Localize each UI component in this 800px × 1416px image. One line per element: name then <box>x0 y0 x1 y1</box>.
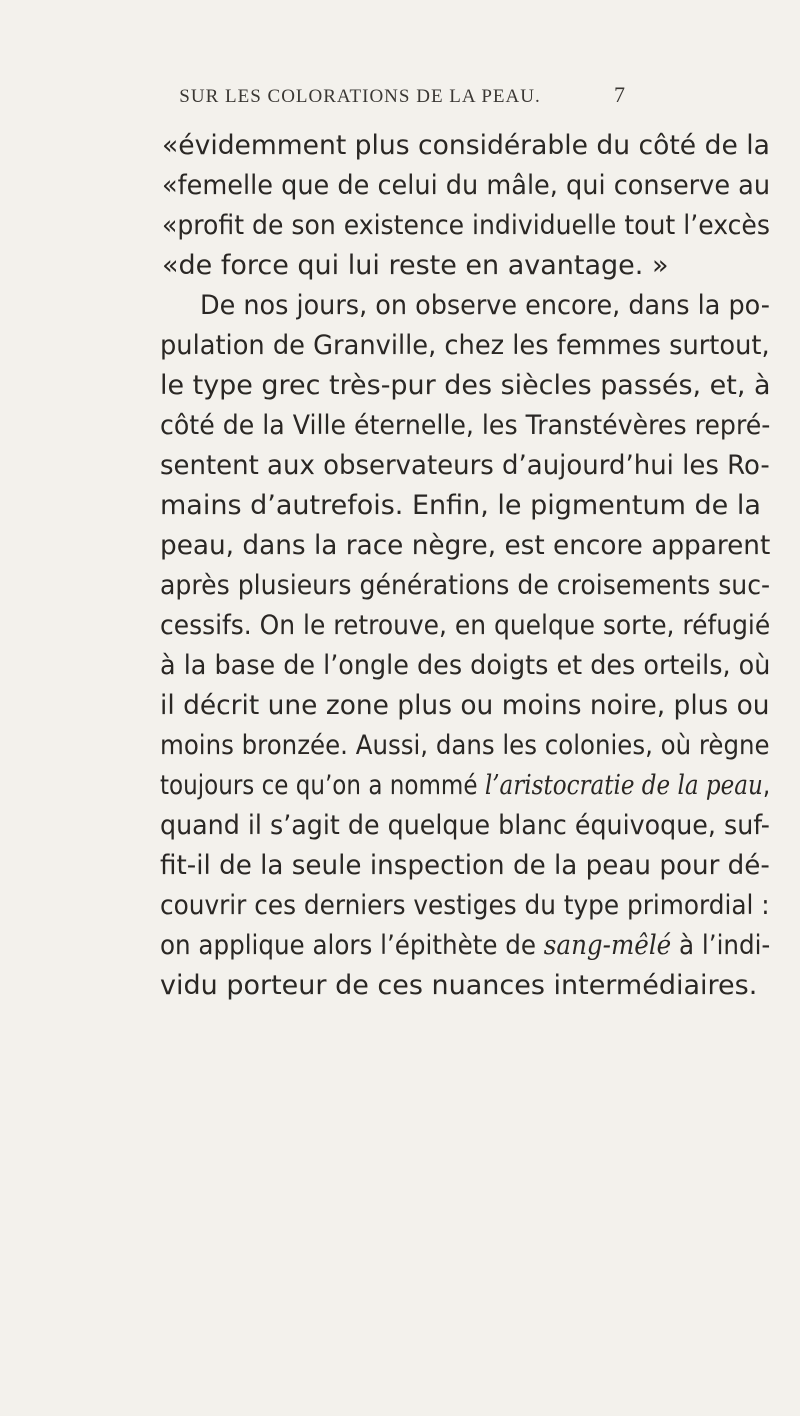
text-line <box>160 766 770 806</box>
text-line: couvrir ces derniers vestiges du type primordial : <box>160 890 770 921</box>
italic-term: l’aristocratie de la peau <box>484 770 763 801</box>
text-line: moins bronzée. Aussi, dans les colonies, où règne <box>160 730 770 761</box>
text-line: fit-il de la seule inspection de la peau pour dé- <box>160 850 770 881</box>
text-segment: on applique alors l’épithète de <box>160 930 544 961</box>
text-line: il décrit une zone plus ou moins noire, plus ou <box>160 690 770 721</box>
text-segment: à l’indi- <box>671 930 771 961</box>
text-line: mains d’autrefois. Enfin, le pigmentum de la <box>160 490 761 521</box>
text-line: à la base de l’ongle des doigts et des orteils, où <box>160 650 771 681</box>
italic-term: sang-mêlé <box>543 930 672 961</box>
text-line: sentent aux observateurs d’aujourd’hui les Ro- <box>160 450 770 481</box>
text-line: De nos jours, on observe encore, dans la po- <box>200 290 770 321</box>
text-line: quand il s’agit de quelque blanc équivoque, suf- <box>160 810 770 841</box>
text-line: «profit de son existence individuelle tout l’excès <box>162 210 770 241</box>
text-line: «évidemment plus considérable du côté de la <box>162 130 770 161</box>
text-line: «femelle que de celui du mâle, qui conserve au <box>162 170 771 201</box>
text-segment: , <box>762 770 771 801</box>
text-line: après plusieurs générations de croisements suc- <box>160 570 771 601</box>
text-line: pulation de Granville, chez les femmes surtout, <box>160 330 770 361</box>
text-line <box>160 926 770 966</box>
text-segment: toujours ce qu’on a nommé <box>160 770 485 801</box>
text-line: cessifs. On le retrouve, en quelque sorte, réfugié <box>160 610 771 641</box>
text-line: peau, dans la race nègre, est encore apparent <box>160 530 771 561</box>
running-head: SUR LES COLORATIONS DE LA PEAU. <box>179 86 541 107</box>
page-number: 7 <box>614 82 625 107</box>
text-line: vidu porteur de ces nuances intermédiaires. <box>160 970 758 1001</box>
text-line: «de force qui lui reste en avantage. » <box>162 250 669 281</box>
text-line: côté de la Ville éternelle, les Transtévères repré- <box>160 410 771 441</box>
text-line: le type grec très-pur des siècles passés, et, à <box>160 370 771 401</box>
